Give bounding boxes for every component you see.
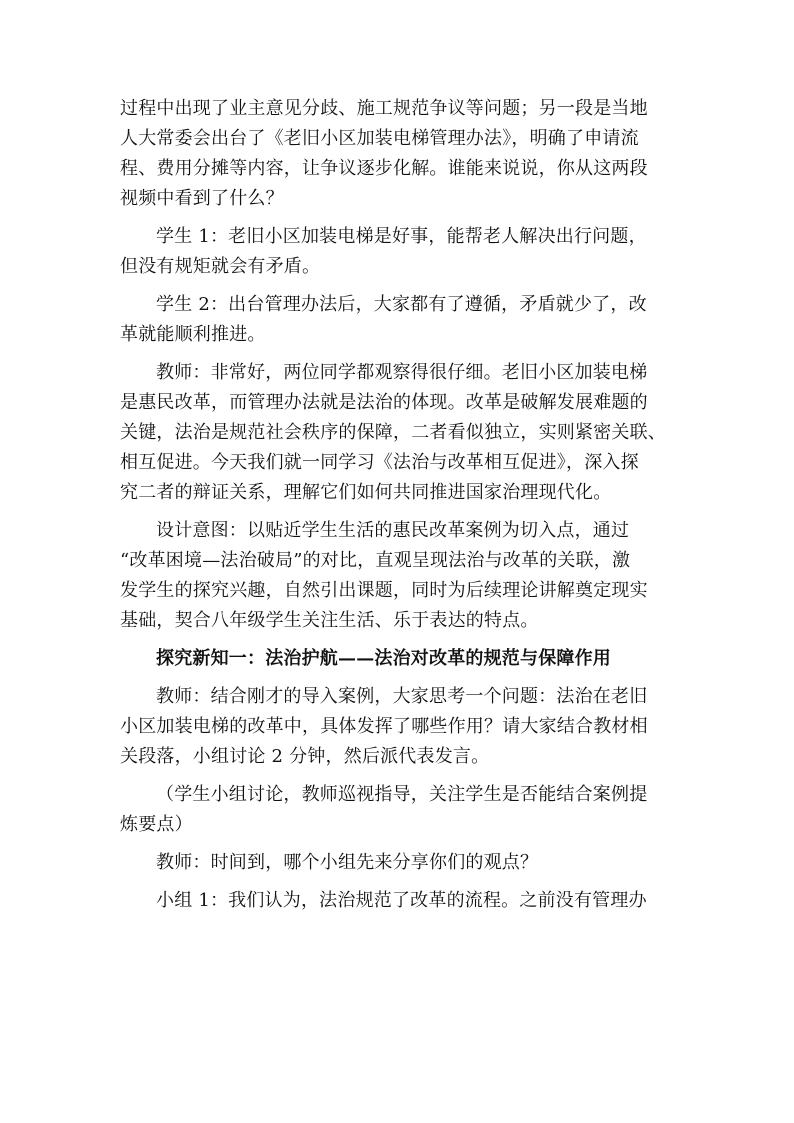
text-line: 小区加装电梯的改革中，具体发挥了哪些作用？请大家结合教材相 [120,716,648,737]
text-line: 过程中出现了业主意见分歧、施工规范争议等问题；另一段是当地 [120,98,648,119]
text-line: 革就能顺利推进。 [120,324,266,345]
text-line: 教师：非常好，两位同学都观察得很仔细。老旧小区加装电梯 [156,362,648,383]
text-line: 关段落，小组讨论 2 分钟，然后派代表发言。 [120,746,490,767]
text-line: 相互促进。今天我们就一同学习《法治与改革相互促进》，深入探 [120,452,639,473]
text-line: 学生 2：出台管理办法后，大家都有了遵循，矛盾就少了，改 [156,294,647,315]
text-line: 视频中看到了什么？ [120,188,284,209]
text-line: 教师：结合刚才的导入案例，大家思考一个问题：法治在老旧 [156,686,648,707]
text-line: 炼要点） [120,814,193,835]
paragraph-gap [120,772,680,780]
paragraph-gap [120,878,680,886]
section-heading: 探究新知一：法治护航——法治对改革的规范与保障作用 [156,648,611,669]
text-line: “改革困境—法治破局”的对比，直观呈现法治与改革的关联，激 [120,550,631,571]
text-line: 程、费用分摊等内容，让争议逐步化解。谁能来说说，你从这两段 [120,158,648,179]
paragraph-gap [120,282,680,290]
text-line: 教师：时间到，哪个小组先来分享你们的观点？ [156,852,539,873]
paragraph-gap [120,840,680,848]
text-line: 是惠民改革，而管理办法就是法治的体现。改革是破解发展难题的 [120,392,648,413]
text-line: 人大常委会出台了《老旧小区加装电梯管理办法》，明确了申请流 [120,128,639,149]
paragraph-gap [120,214,680,222]
text-line: 究二者的辩证关系，理解它们如何共同推进国家治理现代化。 [120,482,612,503]
paragraph-gap [120,508,680,516]
text-line: 关键，法治是规范社会秩序的保障，二者看似独立，实则紧密关联、 [120,422,666,443]
text-line: 学生 1：老旧小区加装电梯是好事，能帮老人解决出行问题， [156,226,647,247]
text-line: （学生小组讨论，教师巡视指导，关注学生是否能结合案例提 [156,784,648,805]
text-line: 基础，契合八年级学生关注生活、乐于表达的特点。 [120,610,539,631]
paragraph-gap [120,636,680,644]
text-line: 设计意图：以贴近学生生活的惠民改革案例为切入点，通过 [156,520,630,541]
paragraph-gap [120,674,680,682]
text-line: 发学生的探究兴趣，自然引出课题，同时为后续理论讲解奠定现实 [120,580,648,601]
document-body [120,94,680,916]
text-line: 小组 1：我们认为，法治规范了改革的流程。之前没有管理办 [156,890,647,911]
paragraph-gap [120,350,680,358]
text-line: 但没有规矩就会有矛盾。 [120,256,321,277]
